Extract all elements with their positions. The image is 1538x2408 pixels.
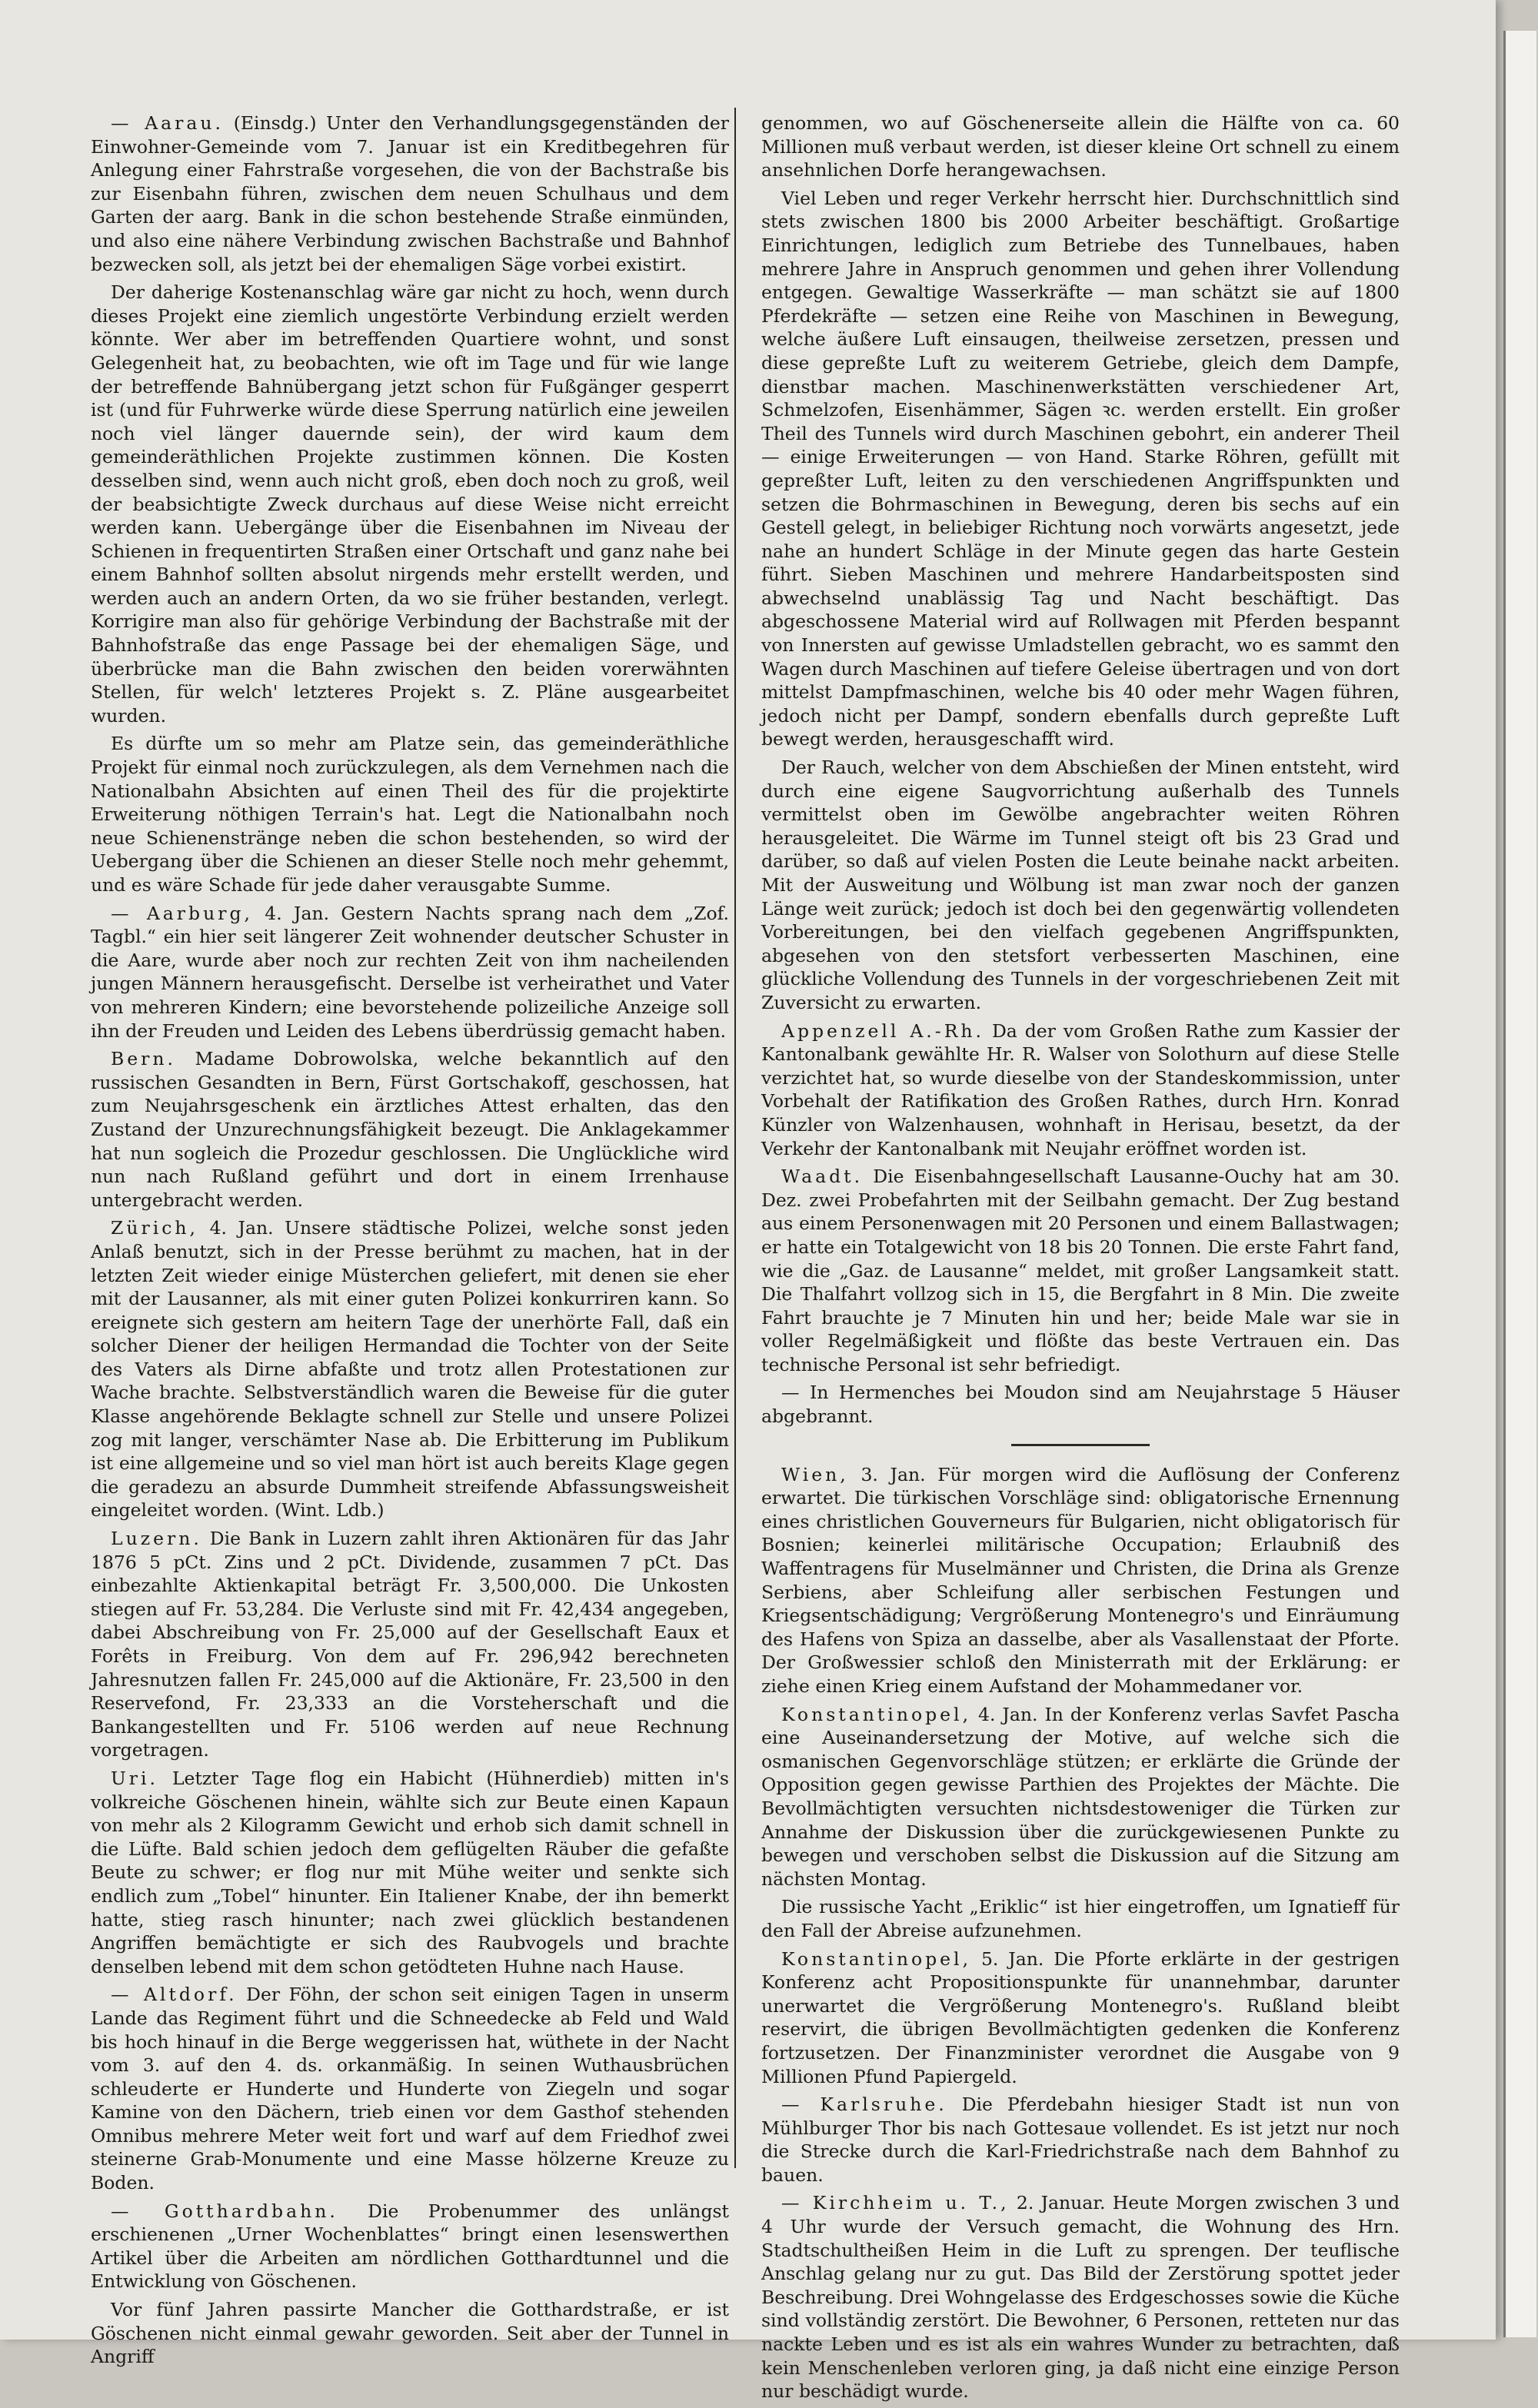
dateline: Zürich, (111, 1217, 198, 1239)
dateline: — (781, 1382, 800, 1404)
article-body: Da der vom Großen Rathe zum Kassier der Kantonalbank gewählte Hr. R. Walser von Solothurn auf diese Stelle verzichtet hat, so wurde dieselbe von der Standeskommission, unter Vorbehalt der Ratifikation des Großen Rathes, durch Hrn. Konrad Künzler von Walzenhausen, wohnhaft in Herisau, besetzt, da der Verkehr der Kantonalbank mit Neujahr eröffnet worden ist. (761, 1019, 1400, 1159)
article-body: Die Eisenbahngesellschaft Lausanne-Ouchy hat am 30. Dez. zwei Probefahrten mit der Seilbahn gemacht. Der Zug bestand aus einem Personenwagen mit 20 Personen und einem Ballastwagen; er hatte ein Totalgewicht von 18 bis 20 Tonnen. Die erste Fahrt fand, wie die „Gaz. de Lausanne“ meldet, mit großer Langsamkeit statt. Die Thalfahrt vollzog sich in 15, die Bergfahrt in 8 Min. Die zweite Fahrt brauchte je 7 Minuten hin und her; beide Male war sie in voller Regelmäßigkeit und flößte das beste Vertrauen ein. Das technische Personal ist sehr befriedigt. (761, 1166, 1400, 1375)
article-body: Die Bank in Luzern zahlt ihren Aktionären für das Jahr 1876 5 pCt. Zins und 2 pCt. Dividende, zusammen 7 pCt. Das einbezahlte Aktienkapital beträgt Fr. 3,500,000. Die Unkosten stiegen auf Fr. 53,284. Die Verluste sind mit Fr. 42,434 angegeben, dabei Abschreibung von Fr. 25,000 auf der Gesellschaft Eaux et Forêts in Freiburg. Von dem auf Fr. 296,942 berechneten Jahresnutzen fallen Fr. 245,000 auf die Aktionäre, Fr. 23,500 in den Reservefond, Fr. 23,333 an die Vorsteherschaft und die Bankangestellten und Fr. 5106 werden auf neue Rechnung vorgetragen. (91, 1528, 729, 1761)
article-body: 4. Jan. In der Konferenz verlas Savfet Pascha eine Auseinandersetzung der Motive, auf welche sich die osmanischen Gegenvorschläge stützen; er erklärte die Gründe der Opposition gegen gewisse Parthien des Projektes der Mächte. Die Bevollmächtigten versuchten nichtsdestoweniger die Türken zur Annahme der Diskussion über die zurückgewiesenen Punkte zu bewegen und verschoben selbst die Diskussion auf die Sitzung am nächsten Montag. (761, 1703, 1400, 1890)
article-gotthardbahn (91, 2200, 729, 2293)
article-body: In Hermenches bei Moudon sind am Neujahrstage 5 Häuser abgebrannt. (761, 1382, 1400, 1428)
dateline: — Kirchheim u. T., (781, 2192, 1010, 2214)
dateline: Luzern. (111, 1528, 202, 1550)
article-bern (91, 1047, 729, 1212)
article-body: Letzter Tage flog ein Habicht (Hühnerdieb) mitten in's volkreiche Göschenen hinein, wählte sich zur Beute einen Kapaun von mehr als 2 Kilogramm Gewicht und erhob sich damit schnell in die Lüfte. Bald schien jedoch dem geflügelten Räuber die gefaßte Beute zu schwer; er flog nur mit Mühe weiter und senkte sich endlich zum „Tobel“ hinunter. Ein Italiener Knabe, der ihn bemerkt hatte, stieg rasch hinunter; nach zwei glücklich bestandenen Angriffen bemächtigte er sich des Raubvogels und brachte denselben lebend mit dem schon getödteten Huhne nach Hause. (91, 1767, 729, 1977)
article-kirchheim (761, 2191, 1400, 2403)
article-body: 2. Januar. Heute Morgen zwischen 3 und 4 Uhr wurde der Versuch gemacht, die Wohnung des Hrn. Stadtschultheißen Heim in die Luft zu sprengen. Der teuflische Anschlag gelang nur zu gut. Das Bild der Zerstörung spottet jeder Beschreibung. Drei Wohngelasse des Erdgeschosses sowie die Küche sind vollständig zerstört. Die Bewohner, 6 Personen, retteten nur das nackte Leben und es ist als ein wahres Wunder zu betrachten, daß kein Menschenleben verloren ging, ja daß nicht eine einzige Person nur beschädigt wurde. (761, 2192, 1400, 2403)
dateline: Konstantinopel, (781, 1703, 972, 1725)
article-wien (761, 1463, 1400, 1698)
article-body: 4. Jan. Unsere städtische Polizei, welche sonst jeden Anlaß benutzt, sich in der Presse berühmt zu machen, hat in der letzten Zeit wieder einige Müsterchen geliefert, mit denen sie eher mit der Lausanner, als mit einer guten Polizei konkurriren kann. So ereignete sich gestern am heitern Tage der unerhörte Fall, daß ein solcher Diener der heiligen Hermandad die Tochter von der Seite des Vaters als Dirne abfaßte und trotz allen Protestationen zur Wache brachte. Selbstverständlich waren die Beweise für die guter Klasse angehörende Beklagte schnell zur Stelle und unsere Polizei zog mit langer, verschämter Nase ab. Die Erbitterung im Publikum ist eine allgemeine und so viel man hört ist auch bereits Klage gegen die geradezu an absurde Dummheit streifende Abfassungsweisheit eingeleitet worden. (Wint. Ldb.) (91, 1217, 729, 1522)
dateline: — Altdorf. (111, 1984, 238, 2006)
section-separator (1011, 1444, 1150, 1446)
article-waadt (761, 1165, 1400, 1376)
dateline: — Karlsruhe. (781, 2094, 947, 2116)
dateline: Uri. (111, 1767, 159, 1789)
article-gotthardbahn-cont (91, 2298, 729, 2369)
article-aarau (91, 111, 729, 276)
article-body: Die russische Yacht „Eriklic“ ist hier eingetroffen, um Ignatieff für den Fall der Abreise aufzunehmen. (761, 1896, 1400, 1941)
dateline: Wien, (781, 1463, 849, 1485)
article-body: Vor fünf Jahren passirte Mancher die Gotthardstraße, er ist Göschenen nicht einmal gewahr geworden. Seit aber der Tunnel in Angriff (91, 2299, 729, 2368)
article-luzern (91, 1527, 729, 1762)
article-body: Die Probenummer des unlängst erschienenen „Urner Wochenblattes“ bringt einen lesenswerthen Artikel über die Arbeiten am nördlichen Gotthardtunnel und die Entwicklung von Göschenen. (91, 2200, 729, 2293)
article-gotthardbahn-cont (761, 756, 1400, 1015)
article-gotthardbahn-cont (761, 111, 1400, 182)
dateline: Waadt. (781, 1166, 864, 1188)
article-hermenches (761, 1381, 1400, 1428)
dateline: Bern. (111, 1048, 177, 1070)
dateline: Konstantinopel, (781, 1947, 972, 1970)
article-body: 4. Jan. Gestern Nachts sprang nach dem „Zof. Tagbl.“ ein hier seit längerer Zeit wohnender deutscher Schuster in die Aare, wurde aber noch zur rechten Zeit von ihm nacheilenden jungen Männern herausgefischt. Derselbe ist verheirathet und Vater von mehreren Kindern; eine bevorstehende polizeiliche Anzeige soll ihn der Freuden und Leiden des Lebens überdrüssig gemacht haben. (91, 902, 729, 1042)
article-body: Der Rauch, welcher von dem Abschießen der Minen entsteht, wird durch eine eigene Saugvorrichtung außerhalb des Tunnels vermittelst oben im Gewölbe angebrachter weiten Röhren herausgeleitet. Die Wärme im Tunnel steigt oft bis 23 Grad und darüber, so daß auf vielen Posten die Leute beinahe nackt arbeiten. Mit der Ausweitung und Wölbung ist man zwar noch der ganzen Länge weit zurück; jedoch ist doch bei den gegenwärtig vollendeten Vorbereitungen, bei den vielfach gegebenen Angriffspunkten, abgesehen von den stetsfort verbesserten Maschinen, eine glückliche Vollendung des Tunnels in der vorgeschriebenen Zeit mit Zuversicht zu erwarten. (761, 757, 1400, 1013)
article-body: Madame Dobrowolska, welche bekanntlich auf den russischen Gesandten in Bern, Fürst Gortschakoff, geschossen, hat zum Neujahrsgeschenk ein ärztliches Attest erhalten, das den Zustand der Unzurechnungsfähigkeit bezeugt. Die Anklagekammer hat nun sogleich die Prozedur geschlossen. Die Unglückliche wird nun nach Rußland geführt und dort in einem Irrenhause untergebracht werden. (91, 1048, 729, 1211)
article-konstantinopel-4-cont (761, 1895, 1400, 1942)
article-aarau-cont (91, 281, 729, 727)
right-column (761, 111, 1400, 2408)
article-body: 5. Jan. Die Pforte erklärte in der gestrigen Konferenz acht Propositionspunkte für unannehmbar, darunter unerwartet die Vergrößerung Montenegro's. Rußland bleibt reservirt, die übrigen Bevollmächtigten gedenken die Konferenz fortzusetzen. Der Finanzminister verordnet die Ausgabe von 9 Millionen Pfund Papiergeld. (761, 1947, 1400, 2087)
article-zuerich (91, 1216, 729, 1522)
article-karlsruhe (761, 2093, 1400, 2187)
article-body: Es dürfte um so mehr am Platze sein, das gemeinderäthliche Projekt für einmal noch zurückzulegen, als dem Vernehmen nach die Nationalbahn Absichten auf einen Theil des für die projektirte Erweiterung nöthigen Terrain's hat. Legt die Nationalbahn noch neue Schienenstränge neben die schon bestehenden, so wird der Uebergang über die Schienen an dieser Stelle noch mehr gehemmt, und es wäre Schade für jede daher verausgabte Summe. (91, 733, 729, 896)
article-uri (91, 1767, 729, 1978)
article-gotthardbahn-cont (761, 187, 1400, 751)
dateline: — Aarburg, (111, 902, 253, 924)
article-konstantinopel-5 (761, 1947, 1400, 2089)
article-altdorf (91, 1983, 729, 2194)
article-body: Die Pferdebahn hiesiger Stadt ist nun von Mühlburger Thor bis nach Gottesaue vollendet. Es ist jetzt nur noch die Strecke durch die Karl-Friedrichstraße nach dem Bahnhof zu bauen. (761, 2094, 1400, 2186)
article-body: Der daherige Kostenanschlag wäre gar nicht zu hoch, wenn durch dieses Projekt eine ziemlich ungestörte Verbindung erzielt werden könnte. Wer aber im betreffenden Quartiere wohnt, und sonst Gelegenheit hat, zu beobachten, wie oft im Tage und für wie lange der betreffende Bahnübergang jetzt schon für Fußgänger gesperrt ist (und für Fuhrwerke würde diese Sperrung natürlich eine jeweilen noch viel länger dauernde sein), der wird kaum dem gemeinderäthlichen Projekte zustimmen können. Die Kosten desselben sind, wenn auch nicht groß, eben doch noch zu groß, weil der beabsichtigte Zweck durchaus auf diese Weise nicht erreicht werden kann. Uebergänge über die Eisenbahnen im Niveau der Schienen in frequentirten Straßen einer Ortschaft und ganz nahe bei einem Bahnhof sollten absolut nirgends mehr erstellt werden, und werden auch an andern Orten, da wo sie früher bestanden, verlegt. Korrigire man also für gehörige Verbindung der Bachstraße mit der Bahnhofstraße das enge Passage bei der ehemaligen Säge, und überbrücke man die Bahn zwischen den beiden vorerwähnten Stellen, für welch' letzteres Projekt s. Z. Pläne ausgearbeitet wurden. (91, 281, 729, 727)
left-column (91, 111, 729, 2373)
article-aarburg (91, 902, 729, 1043)
next-page-edge (1503, 31, 1536, 2337)
dateline: — Gotthardbahn. (111, 2200, 338, 2222)
article-body: Viel Leben und reger Verkehr herrscht hier. Durchschnittlich sind stets zwischen 1800 bis 2000 Arbeiter beschäftigt. Großartige Einrichtungen, lediglich zum Betriebe des Tunnelbaues, haben mehrere Jahre in Anspruch genommen und gehen ihrer Vollendung entgegen. Gewaltige Wasserkräfte — man schätzt sie auf 1800 Pferdekräfte — setzen eine Reihe von Maschinen in Bewegung, welche äußere Luft einsaugen, theilweise zersetzen, pressen und diese gepreßte Luft zu weiterem Getriebe, gleich dem Dampfe, dienstbar machen. Maschinenwerkstätten verschiedener Art, Schmelzofen, Eisenhämmer, Sägen ꝛc. werden erstellt. Ein großer Theil des Tunnels wird durch Maschinen gebohrt, ein anderer Theil — einige Erweiterungen — von Hand. Starke Röhren, gefüllt mit gepreßter Luft, leiten zu den verschiedenen Angriffspunkten und setzen die Bohrmaschinen in Bewegung, deren bis sechs auf ein Gestell gelegt, in beliebiger Richtung noch vorwärts angesetzt, jede nahe an hundert Schläge in der Minute gegen das harte Gestein führt. Sieben Maschinen und mehrere Handarbeitsposten sind abwechselnd unablässig Tag und Nacht beschäftigt. Das abgeschossene Material wird auf Rollwagen mit Pferden bespannt von Innersten auf gewisse Umladstellen gebracht, wo es sammt den Wagen durch Maschinen auf tiefere Geleise übertragen und von dort mittelst Dampfmaschinen, welche bis 40 oder mehr Wagen führen, jedoch nicht per Dampf, sondern ebenfalls durch gepreßte Luft bewegt werden, herausgeschafft wird. (761, 187, 1400, 750)
dateline: — Aarau. (111, 112, 225, 134)
article-body: Der Föhn, der schon seit einigen Tagen in unserm Lande das Regiment führt und die Schneedecke ab Feld und Wald bis hoch hinauf in die Berge weggerissen hat, wüthete in der Nacht vom 3. auf den 4. ds. orkanmäßig. In seinen Wuthausbrüchen schleuderte er Hunderte und Hunderte von Ziegeln und sogar Kamine von den Dächern, trieb einen vor dem Gasthof stehenden Omnibus mehrere Meter weit fort und warf auf dem Friedhof zwei steinerne Grab-Monumente und eine Masse hölzerne Kreuze zu Boden. (91, 1984, 729, 2194)
article-appenzell (761, 1019, 1400, 1161)
article-body: (Einsdg.) Unter den Verhandlungsgegenständen der Einwohner-Gemeinde vom 7. Januar ist ein Kreditbegehren für Anlegung einer Fahrstraße vorgesehen, die von der Bachstraße bis zur Eisenbahn führen, zwischen dem neuen Schulhaus und dem Garten der aarg. Bank in die schon bestehende Straße einmünden, und also eine nähere Verbindung zwischen Bachstraße und Bahnhof bezwecken soll, als jetzt bei der ehemaligen Säge vorbei existirt. (91, 112, 729, 275)
column-divider (734, 108, 736, 2168)
dateline: Appenzell A.-Rh. (781, 1019, 985, 1042)
article-body: genommen, wo auf Göschenerseite allein die Hälfte von ca. 60 Millionen muß verbaut werden, ist dieser kleine Ort schnell zu einem ansehnlichen Dorfe herangewachsen. (761, 112, 1400, 181)
article-body: 3. Jan. Für morgen wird die Auflösung der Conferenz erwartet. Die türkischen Vorschläge sind: obligatorische Ernennung eines christlichen Gouverneurs für Bulgarien, nicht obligatorisch für Bosnien; keinerlei militärische Occupation; Erlaubniß des Waffentragens für Muselmänner und Christen, die Drina als Grenze Serbiens, aber Schleifung aller serbischen Festungen und Kriegsentschädigung; Vergrößerung Montenegro's und Einräumung des Hafens von Spiza an dasselbe, aber als Vasallenstaat der Pforte. Der Großwessier schloß den Ministerrath mit der Erklärung: er ziehe einen Krieg einem Aufstand der Mohammedaner vor. (761, 1463, 1400, 1697)
article-aarau-cont (91, 732, 729, 896)
article-konstantinopel-4 (761, 1703, 1400, 1891)
